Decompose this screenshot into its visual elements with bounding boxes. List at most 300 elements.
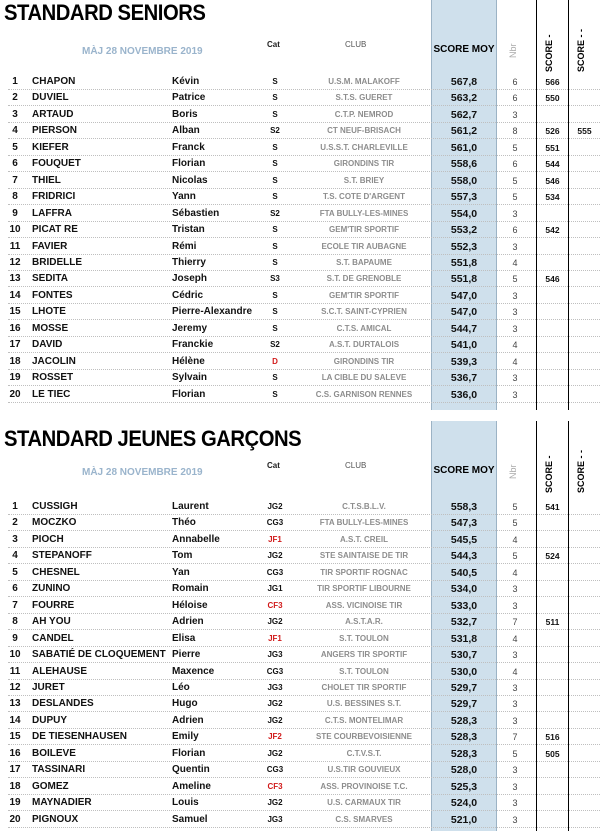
table-row xyxy=(0,288,600,304)
nbr-cell: 8 xyxy=(512,126,518,137)
score-moy-cell: 528,3 xyxy=(450,714,478,727)
last-name-cell: AH YOU xyxy=(32,616,71,628)
score-1-cell: 551 xyxy=(545,142,560,153)
header-nbr: Nbr xyxy=(508,464,518,479)
table-row xyxy=(0,680,600,696)
nbr-cell: 3 xyxy=(512,584,518,595)
last-name-cell: PIGNOUX xyxy=(32,813,79,825)
rank-cell: 16 xyxy=(9,747,21,759)
rank-cell: 5 xyxy=(12,566,18,578)
table-row xyxy=(0,206,600,222)
first-name-cell: Franck xyxy=(172,141,205,153)
score-moy-cell: 545,5 xyxy=(450,533,478,546)
club-cell: S.T. BRIEY xyxy=(343,175,385,185)
first-name-cell: Tristan xyxy=(172,224,205,236)
score-moy-cell: 554,0 xyxy=(450,207,478,220)
first-name-cell: Tom xyxy=(172,550,193,562)
rank-cell: 15 xyxy=(9,731,21,743)
last-name-cell: FAVIER xyxy=(32,240,68,252)
nbr-cell: 5 xyxy=(512,274,518,285)
category-cell: JG3 xyxy=(267,650,283,660)
last-name-cell: LE TIEC xyxy=(32,388,71,400)
last-name-cell: FONTES xyxy=(32,289,73,301)
club-cell: ANGERS TIR SPORTIF xyxy=(320,650,408,660)
score-moy-cell: 529,7 xyxy=(450,698,478,711)
rank-cell: 11 xyxy=(9,665,21,677)
rank-cell: 9 xyxy=(12,207,18,219)
category-cell: CG3 xyxy=(266,518,284,528)
rank-cell: 13 xyxy=(9,273,21,285)
last-name-cell: ROSSET xyxy=(32,372,74,384)
score-1-cell: 511 xyxy=(545,617,560,628)
club-cell: GIRONDINS TIR xyxy=(333,356,395,366)
score-moy-cell: 551,8 xyxy=(450,273,478,286)
table-row xyxy=(0,189,600,205)
category-cell: S xyxy=(272,109,278,119)
score-moy-cell: 530,7 xyxy=(450,649,478,662)
club-cell: A.S.T. DURTALOIS xyxy=(328,340,400,350)
score-moy-cell: 541,0 xyxy=(450,339,478,352)
last-name-cell: ARTAUD xyxy=(32,108,74,120)
table-row xyxy=(0,647,600,663)
nbr-cell: 3 xyxy=(512,682,518,693)
nbr-cell: 4 xyxy=(512,633,518,644)
nbr-cell: 5 xyxy=(512,192,518,203)
nbr-cell: 4 xyxy=(512,257,518,268)
club-cell: LA CIBLE DU SALEVE xyxy=(321,373,407,383)
club-cell: C.S. SMARVES xyxy=(335,814,393,824)
score-moy-cell: 544,7 xyxy=(450,322,478,335)
rank-cell: 6 xyxy=(12,583,18,595)
last-name-cell: MOCZKO xyxy=(32,517,77,529)
score-moy-cell: 561,0 xyxy=(450,141,478,154)
table-row xyxy=(0,598,600,614)
last-name-cell: BRIDELLE xyxy=(32,256,82,268)
last-name-cell: DE TIESENHAUSEN xyxy=(32,731,128,743)
rank-cell: 12 xyxy=(9,256,21,268)
first-name-cell: Adrien xyxy=(172,714,204,726)
score-1-cell: 524 xyxy=(545,551,560,562)
club-cell: ECOLE TIR AUBAGNE xyxy=(321,241,407,251)
last-name-cell: ALEHAUSE xyxy=(32,665,88,677)
table-row xyxy=(0,614,600,630)
last-name-cell: DUPUY xyxy=(32,714,68,726)
score-1-cell: 526 xyxy=(545,126,560,137)
score-1-cell: 516 xyxy=(545,732,560,743)
header-cat: Cat xyxy=(267,461,280,470)
nbr-cell: 6 xyxy=(512,93,518,104)
header-score-2: SCORE - - xyxy=(576,449,586,493)
first-name-cell: Franckie xyxy=(172,339,214,351)
last-name-cell: DAVID xyxy=(32,339,63,351)
rank-cell: 17 xyxy=(9,764,21,776)
category-cell: CG3 xyxy=(266,567,284,577)
score-moy-cell: 558,0 xyxy=(450,174,478,187)
category-cell: JG2 xyxy=(267,715,283,725)
club-cell: FTA BULLY-LES-MINES xyxy=(319,208,409,218)
first-name-cell: Emily xyxy=(172,731,199,743)
first-name-cell: Thierry xyxy=(172,256,206,268)
last-name-cell: MOSSE xyxy=(32,322,69,334)
last-name-cell: TASSINARI xyxy=(32,764,86,776)
table-row xyxy=(0,304,600,320)
rank-cell: 6 xyxy=(12,158,18,170)
nbr-cell: 3 xyxy=(512,781,518,792)
score-1-cell: 542 xyxy=(545,225,560,236)
rank-cell: 8 xyxy=(12,616,18,628)
first-name-cell: Léo xyxy=(172,681,190,693)
first-name-cell: Jeremy xyxy=(172,322,208,334)
table-row xyxy=(0,239,600,255)
first-name-cell: Pierre xyxy=(172,649,201,661)
category-cell: CG3 xyxy=(266,666,284,676)
nbr-cell: 3 xyxy=(512,798,518,809)
nbr-cell: 3 xyxy=(512,715,518,726)
last-name-cell: FOUQUET xyxy=(32,158,81,170)
nbr-cell: 3 xyxy=(512,241,518,252)
header-score-moy: SCORE MOY xyxy=(433,465,495,476)
category-cell: S xyxy=(272,77,278,86)
category-cell: CF3 xyxy=(267,781,283,791)
table-row xyxy=(0,581,600,597)
nbr-cell: 4 xyxy=(512,567,518,578)
club-cell: T.S. COTE D'ARGENT xyxy=(323,192,405,202)
category-cell: S2 xyxy=(270,208,280,218)
last-name-cell: SEDITA xyxy=(32,273,68,285)
table-row xyxy=(0,713,600,729)
rank-cell: 2 xyxy=(12,517,18,529)
first-name-cell: Laurent xyxy=(172,501,209,512)
first-name-cell: Alban xyxy=(172,125,200,137)
score-moy-cell: 539,3 xyxy=(450,355,478,368)
first-name-cell: Nicolas xyxy=(172,174,208,186)
score-moy-cell: 528,3 xyxy=(450,731,478,744)
club-cell: GEM'TIR SPORTIF xyxy=(329,290,399,300)
last-name-cell: PIOCH xyxy=(32,533,64,545)
table-row xyxy=(0,515,600,531)
club-cell: S.T.S. GUERET xyxy=(335,93,393,103)
score-moy-cell: 544,3 xyxy=(450,550,478,563)
rank-cell: 18 xyxy=(9,355,21,367)
nbr-cell: 3 xyxy=(512,600,518,611)
nbr-cell: 5 xyxy=(512,518,518,529)
table-row xyxy=(0,387,600,403)
nbr-cell: 5 xyxy=(512,551,518,562)
score-1-cell: 546 xyxy=(545,175,560,186)
rank-cell: 20 xyxy=(9,813,21,825)
score-1-cell: 541 xyxy=(545,502,560,512)
club-cell: STE SAINTAISE DE TIR xyxy=(319,551,409,561)
seniors-section xyxy=(0,0,600,410)
last-name-cell: PICAT RE xyxy=(32,224,78,236)
first-name-cell: Sébastien xyxy=(172,207,220,219)
club-cell: GIRONDINS TIR xyxy=(333,159,395,169)
category-cell: S xyxy=(272,159,278,169)
rank-cell: 10 xyxy=(9,649,21,661)
category-cell: JF2 xyxy=(268,732,282,742)
club-cell: C.T.S.B.L.V. xyxy=(342,502,386,511)
rank-cell: 17 xyxy=(9,339,21,351)
category-cell: JG2 xyxy=(267,617,283,627)
category-cell: JG2 xyxy=(267,699,283,709)
score-moy-cell: 562,7 xyxy=(450,108,478,121)
category-cell: S xyxy=(272,389,278,399)
nbr-cell: 5 xyxy=(512,502,518,512)
last-name-cell: KIEFER xyxy=(32,141,69,153)
score-moy-cell: 531,8 xyxy=(450,632,478,645)
club-cell: TIR SPORTIF LIBOURNE xyxy=(317,584,411,594)
nbr-cell: 4 xyxy=(512,340,518,351)
rank-cell: 4 xyxy=(12,550,18,562)
nbr-cell: 3 xyxy=(512,650,518,661)
last-name-cell: CHESNEL xyxy=(32,566,80,578)
club-cell: TIR SPORTIF ROGNAC xyxy=(320,567,408,577)
table-row xyxy=(0,499,600,515)
nbr-cell: 3 xyxy=(512,109,518,120)
category-cell: JG1 xyxy=(267,584,283,594)
nbr-cell: 7 xyxy=(512,732,518,743)
first-name-cell: Héloise xyxy=(172,599,208,611)
nbr-cell: 6 xyxy=(512,77,518,87)
nbr-cell: 4 xyxy=(512,356,518,367)
table-row xyxy=(0,107,600,123)
club-cell: C.T.P. NEMROD xyxy=(334,109,394,119)
rank-cell: 10 xyxy=(9,224,21,236)
score-moy-cell: 563,2 xyxy=(450,92,478,105)
rank-cell: 9 xyxy=(12,632,18,644)
score-moy-cell: 525,3 xyxy=(450,780,478,793)
header-nbr: Nbr xyxy=(508,43,518,58)
last-name-cell: DUVIEL xyxy=(32,92,69,104)
table-row xyxy=(0,762,600,778)
nbr-cell: 3 xyxy=(512,208,518,219)
rank-cell: 19 xyxy=(9,372,21,384)
rank-cell: 13 xyxy=(9,698,21,710)
nbr-cell: 3 xyxy=(512,389,518,400)
first-name-cell: Sylvain xyxy=(172,372,208,384)
last-name-cell: FRIDRICI xyxy=(32,191,76,203)
score-moy-cell: 528,3 xyxy=(450,747,478,760)
score-moy-cell: 536,7 xyxy=(450,372,478,385)
first-name-cell: Maxence xyxy=(172,665,215,677)
club-cell: U.S. CARMAUX TIR xyxy=(327,798,401,808)
category-cell: JF1 xyxy=(268,534,282,544)
club-cell: U.S. BESSINES S.T. xyxy=(326,699,402,709)
score-moy-cell: 540,5 xyxy=(450,566,478,579)
first-name-cell: Boris xyxy=(172,108,198,120)
category-cell: S xyxy=(272,323,278,333)
category-cell: CG3 xyxy=(266,765,284,775)
last-name-cell: GOMEZ xyxy=(32,780,69,792)
club-cell: A.S.T. CREIL xyxy=(339,534,388,544)
club-cell: ASS. PROVINOISE T.C. xyxy=(320,781,408,791)
rank-cell: 8 xyxy=(12,191,18,203)
club-cell: CHOLET TIR SPORTIF xyxy=(321,682,407,692)
table-row xyxy=(0,140,600,156)
rank-cell: 14 xyxy=(9,289,21,301)
table-row xyxy=(0,532,600,548)
club-cell: C.S. GARNISON RENNES xyxy=(315,389,413,399)
table-row xyxy=(0,74,600,90)
club-cell: STE COURBEVOISIENNE xyxy=(315,732,412,742)
last-name-cell: THIEL xyxy=(32,174,61,186)
rank-cell: 15 xyxy=(9,306,21,318)
score-moy-cell: 529,7 xyxy=(450,681,478,694)
nbr-cell: 5 xyxy=(512,748,518,759)
category-cell: JG3 xyxy=(267,682,283,692)
last-name-cell: FOURRE xyxy=(32,599,75,611)
category-cell: S xyxy=(272,290,278,300)
club-cell: C.T.S. MONTELIMAR xyxy=(324,715,404,725)
table-row xyxy=(0,271,600,287)
club-cell: S.T. TOULON xyxy=(339,633,389,643)
category-cell: JG2 xyxy=(267,798,283,808)
first-name-cell: Hélène xyxy=(172,355,205,367)
first-name-cell: Adrien xyxy=(172,616,204,628)
header-score-1: SCORE - xyxy=(544,455,554,493)
update-date: MÀJ 28 NOVEMBRE 2019 xyxy=(82,467,203,478)
table-row xyxy=(0,795,600,811)
first-name-cell: Hugo xyxy=(172,698,198,710)
score-moy-cell: 547,3 xyxy=(450,517,478,530)
first-name-cell: Yann xyxy=(172,191,196,203)
club-cell: C.T.V.S.T. xyxy=(346,748,382,758)
club-cell: FTA BULLY-LES-MINES xyxy=(319,518,409,528)
rank-cell: 7 xyxy=(12,174,18,186)
score-1-cell: 566 xyxy=(545,77,560,87)
first-name-cell: Joseph xyxy=(172,273,208,285)
rank-cell: 14 xyxy=(9,714,21,726)
nbr-cell: 6 xyxy=(512,225,518,236)
nbr-cell: 3 xyxy=(512,323,518,334)
rank-cell: 5 xyxy=(12,141,18,153)
nbr-cell: 3 xyxy=(512,290,518,301)
nbr-cell: 3 xyxy=(512,373,518,384)
rank-cell: 12 xyxy=(9,681,21,693)
score-moy-cell: 532,7 xyxy=(450,616,478,629)
category-cell: S xyxy=(272,225,278,235)
rank-cell: 1 xyxy=(12,501,18,512)
last-name-cell: CHAPON xyxy=(32,76,76,87)
last-name-cell: BOILEVE xyxy=(32,747,76,759)
first-name-cell: Samuel xyxy=(172,813,208,825)
score-1-cell: 544 xyxy=(545,159,560,170)
score-1-cell: 550 xyxy=(545,93,560,104)
first-name-cell: Patrice xyxy=(172,92,206,104)
first-name-cell: Yan xyxy=(172,566,190,578)
club-cell: U.S.TIR GOUVIEUX xyxy=(327,765,401,775)
nbr-cell: 3 xyxy=(512,765,518,776)
score-moy-cell: 533,0 xyxy=(450,599,478,612)
table-row xyxy=(0,173,600,189)
category-cell: S xyxy=(272,307,278,317)
category-cell: S xyxy=(272,241,278,251)
first-name-cell: Annabelle xyxy=(172,533,220,545)
category-cell: JF1 xyxy=(268,633,282,643)
nbr-cell: 3 xyxy=(512,699,518,710)
score-moy-cell: 561,2 xyxy=(450,125,478,138)
table-row xyxy=(0,812,600,828)
score-moy-cell: 551,8 xyxy=(450,256,478,269)
nbr-cell: 4 xyxy=(512,534,518,545)
club-cell: GEM'TIR SPORTIF xyxy=(329,225,399,235)
first-name-cell: Cédric xyxy=(172,289,204,301)
category-cell: S xyxy=(272,175,278,185)
nbr-cell: 3 xyxy=(512,814,518,825)
score-2-cell: 555 xyxy=(577,126,592,137)
category-cell: S2 xyxy=(270,340,280,350)
club-cell: S.C.T. SAINT-CYPRIEN xyxy=(321,307,407,317)
rank-cell: 1 xyxy=(12,76,18,87)
first-name-cell: Ameline xyxy=(172,780,211,792)
first-name-cell: Romain xyxy=(172,583,209,595)
category-cell: JG2 xyxy=(267,748,283,758)
table-row xyxy=(0,779,600,795)
last-name-cell: LHOTE xyxy=(32,306,66,318)
update-date: MÀJ 28 NOVEMBRE 2019 xyxy=(82,46,203,57)
score-1-cell: 505 xyxy=(545,748,560,759)
first-name-cell: Florian xyxy=(172,747,206,759)
rank-cell: 20 xyxy=(9,388,21,400)
score-moy-cell: 534,0 xyxy=(450,583,478,596)
table-row xyxy=(0,664,600,680)
table-row xyxy=(0,548,600,564)
header-cat: Cat xyxy=(267,40,280,49)
table-row xyxy=(0,729,600,745)
header-score-1: SCORE - xyxy=(544,34,554,72)
rank-cell: 19 xyxy=(9,797,21,809)
club-cell: U.S.M. MALAKOFF xyxy=(328,77,400,86)
table-row xyxy=(0,696,600,712)
category-cell: S2 xyxy=(270,126,280,136)
score-moy-cell: 557,3 xyxy=(450,191,478,204)
nbr-cell: 3 xyxy=(512,307,518,318)
jeunes-garcons-section xyxy=(0,421,600,831)
rank-cell: 18 xyxy=(9,780,21,792)
header-score-2: SCORE - - xyxy=(576,28,586,72)
first-name-cell: Quentin xyxy=(172,764,210,776)
club-cell: S.T. TOULON xyxy=(339,666,389,676)
first-name-cell: Louis xyxy=(172,797,199,809)
first-name-cell: Florian xyxy=(172,158,206,170)
table-row xyxy=(0,156,600,172)
section-title: STANDARD JEUNES GARÇONS xyxy=(4,426,302,451)
rank-cell: 3 xyxy=(12,108,18,120)
rank-cell: 16 xyxy=(9,322,21,334)
last-name-cell: JACOLIN xyxy=(32,355,76,367)
club-cell: S.T. BAPAUME xyxy=(336,257,392,267)
last-name-cell: CUSSIGH xyxy=(32,501,78,512)
last-name-cell: JURET xyxy=(32,681,65,693)
club-cell: A.S.T.A.R. xyxy=(345,617,383,627)
category-cell: JG2 xyxy=(267,502,283,511)
rank-cell: 2 xyxy=(12,92,18,104)
last-name-cell: CANDEL xyxy=(32,632,74,644)
category-cell: CF3 xyxy=(267,600,283,610)
table-row xyxy=(0,631,600,647)
header-score-moy: SCORE MOY xyxy=(433,44,495,55)
category-cell: JG2 xyxy=(267,551,283,561)
table-row xyxy=(0,90,600,106)
category-cell: D xyxy=(272,356,278,366)
category-cell: S xyxy=(272,192,278,202)
category-cell: S xyxy=(272,93,278,103)
table-row xyxy=(0,370,600,386)
table-row xyxy=(0,255,600,271)
score-moy-cell: 521,0 xyxy=(450,813,478,826)
first-name-cell: Kévin xyxy=(172,76,200,87)
club-cell: S.T. DE GRENOBLE xyxy=(326,274,402,284)
